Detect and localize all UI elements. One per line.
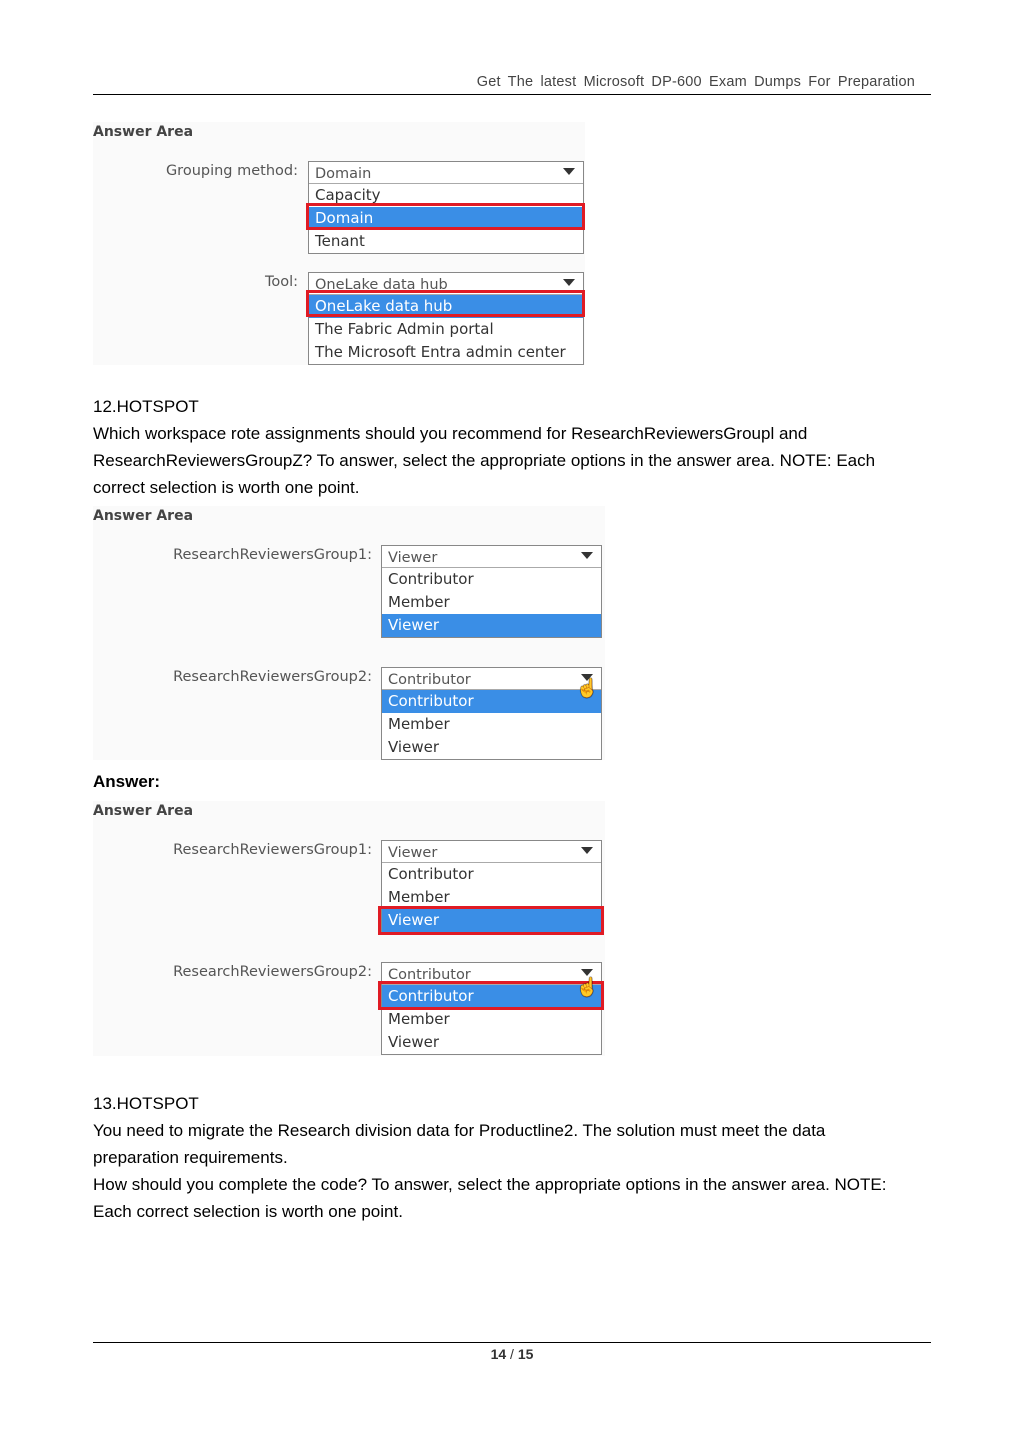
answer-label: Answer:	[93, 772, 161, 791]
group2-label: ResearchReviewersGroup2:	[173, 964, 372, 980]
tool-selected-value: OneLake data hub	[315, 277, 448, 293]
q13-line: You need to migrate the Research division data for Productline2. The solution must meet the data	[93, 1121, 826, 1140]
tool-dropdown[interactable]	[308, 272, 584, 365]
group2-dropdown[interactable]	[381, 667, 602, 760]
total-pages: 15	[517, 1346, 534, 1362]
answer-highlight	[306, 203, 585, 230]
q12-answer-image	[93, 801, 605, 1056]
dropdown-option[interactable]: Member	[388, 593, 450, 611]
dropdown-option[interactable]: Tenant	[315, 232, 365, 250]
q12-answer-area-image	[93, 506, 605, 760]
q12-line: ResearchReviewersGroupZ? To answer, select the appropriate options in the answer area. NOTE: Each	[93, 451, 876, 470]
group2-label: ResearchReviewersGroup2:	[173, 669, 372, 685]
page-number	[0, 1346, 1024, 1362]
tool-label: Tool:	[264, 274, 298, 290]
dropdown-option[interactable]: Viewer	[388, 1033, 439, 1051]
header-text: Get The latest Microsoft DP-600 Exam Dumps For Preparation	[476, 74, 915, 90]
chevron-down-icon[interactable]	[563, 279, 575, 286]
prev-answer-image	[93, 122, 585, 365]
dropdown-option[interactable]: OneLake data hub	[309, 295, 583, 318]
dropdown-option[interactable]: Member	[388, 888, 450, 906]
dropdown-option[interactable]: The Microsoft Entra admin center	[315, 343, 566, 361]
group1-label: ResearchReviewersGroup1:	[173, 842, 372, 858]
q13-line: How should you complete the code? To answer, select the appropriate options in the answer area. NOTE:	[93, 1175, 887, 1194]
dropdown-option[interactable]: Contributor	[388, 570, 474, 588]
dropdown-option[interactable]: The Fabric Admin portal	[315, 320, 494, 338]
dropdown-option[interactable]: Domain	[309, 207, 583, 230]
chevron-down-icon[interactable]	[563, 168, 575, 175]
answer-highlight	[378, 906, 604, 935]
group1-dropdown[interactable]	[381, 545, 602, 638]
hand-cursor-icon: ☝	[576, 977, 599, 997]
dropdown-option[interactable]: Member	[388, 715, 450, 733]
answer-highlight	[378, 981, 604, 1010]
group2-selected-value: Contributor	[388, 672, 471, 688]
chevron-down-icon[interactable]	[581, 552, 593, 559]
q12-title: 12.HOTSPOT	[93, 397, 199, 416]
page-header	[93, 72, 931, 95]
grouping-method-label: Grouping method:	[165, 163, 298, 179]
answer-area-title: Answer Area	[93, 803, 194, 819]
group1-label: ResearchReviewersGroup1:	[173, 547, 372, 563]
q13-line: Each correct selection is worth one point.	[93, 1202, 403, 1221]
dropdown-option[interactable]: Viewer	[388, 738, 439, 756]
dropdown-option[interactable]: Viewer	[382, 909, 601, 932]
group2-selected-value: Contributor	[388, 967, 471, 983]
q12-line: correct selection is worth one point.	[93, 478, 360, 497]
current-page: 14	[490, 1346, 507, 1362]
dropdown-option[interactable]: Viewer	[382, 614, 601, 637]
grouping-selected-value: Domain	[315, 166, 372, 182]
group1-selected-value: Viewer	[388, 550, 438, 566]
q13-line: preparation requirements.	[93, 1148, 288, 1167]
dropdown-option[interactable]: Member	[388, 1010, 450, 1028]
q13-title: 13.HOTSPOT	[93, 1094, 199, 1113]
dropdown-option[interactable]: Contributor	[382, 690, 601, 713]
footer-divider	[93, 1342, 931, 1343]
dropdown-option[interactable]: Contributor	[388, 865, 474, 883]
answer-area-title: Answer Area	[93, 124, 194, 140]
answer-highlight	[306, 290, 585, 317]
page-separator: /	[510, 1346, 514, 1362]
answer-area-title: Answer Area	[93, 508, 194, 524]
dropdown-option[interactable]: Capacity	[315, 186, 381, 204]
chevron-down-icon[interactable]	[581, 969, 593, 976]
group1-selected-value: Viewer	[388, 845, 438, 861]
q12-line: Which workspace rote assignments should you recommend for ResearchReviewersGroupl and	[93, 424, 808, 443]
chevron-down-icon[interactable]	[581, 847, 593, 854]
dropdown-option[interactable]: Contributor	[382, 985, 601, 1008]
hand-cursor-icon: ☝	[576, 678, 599, 698]
